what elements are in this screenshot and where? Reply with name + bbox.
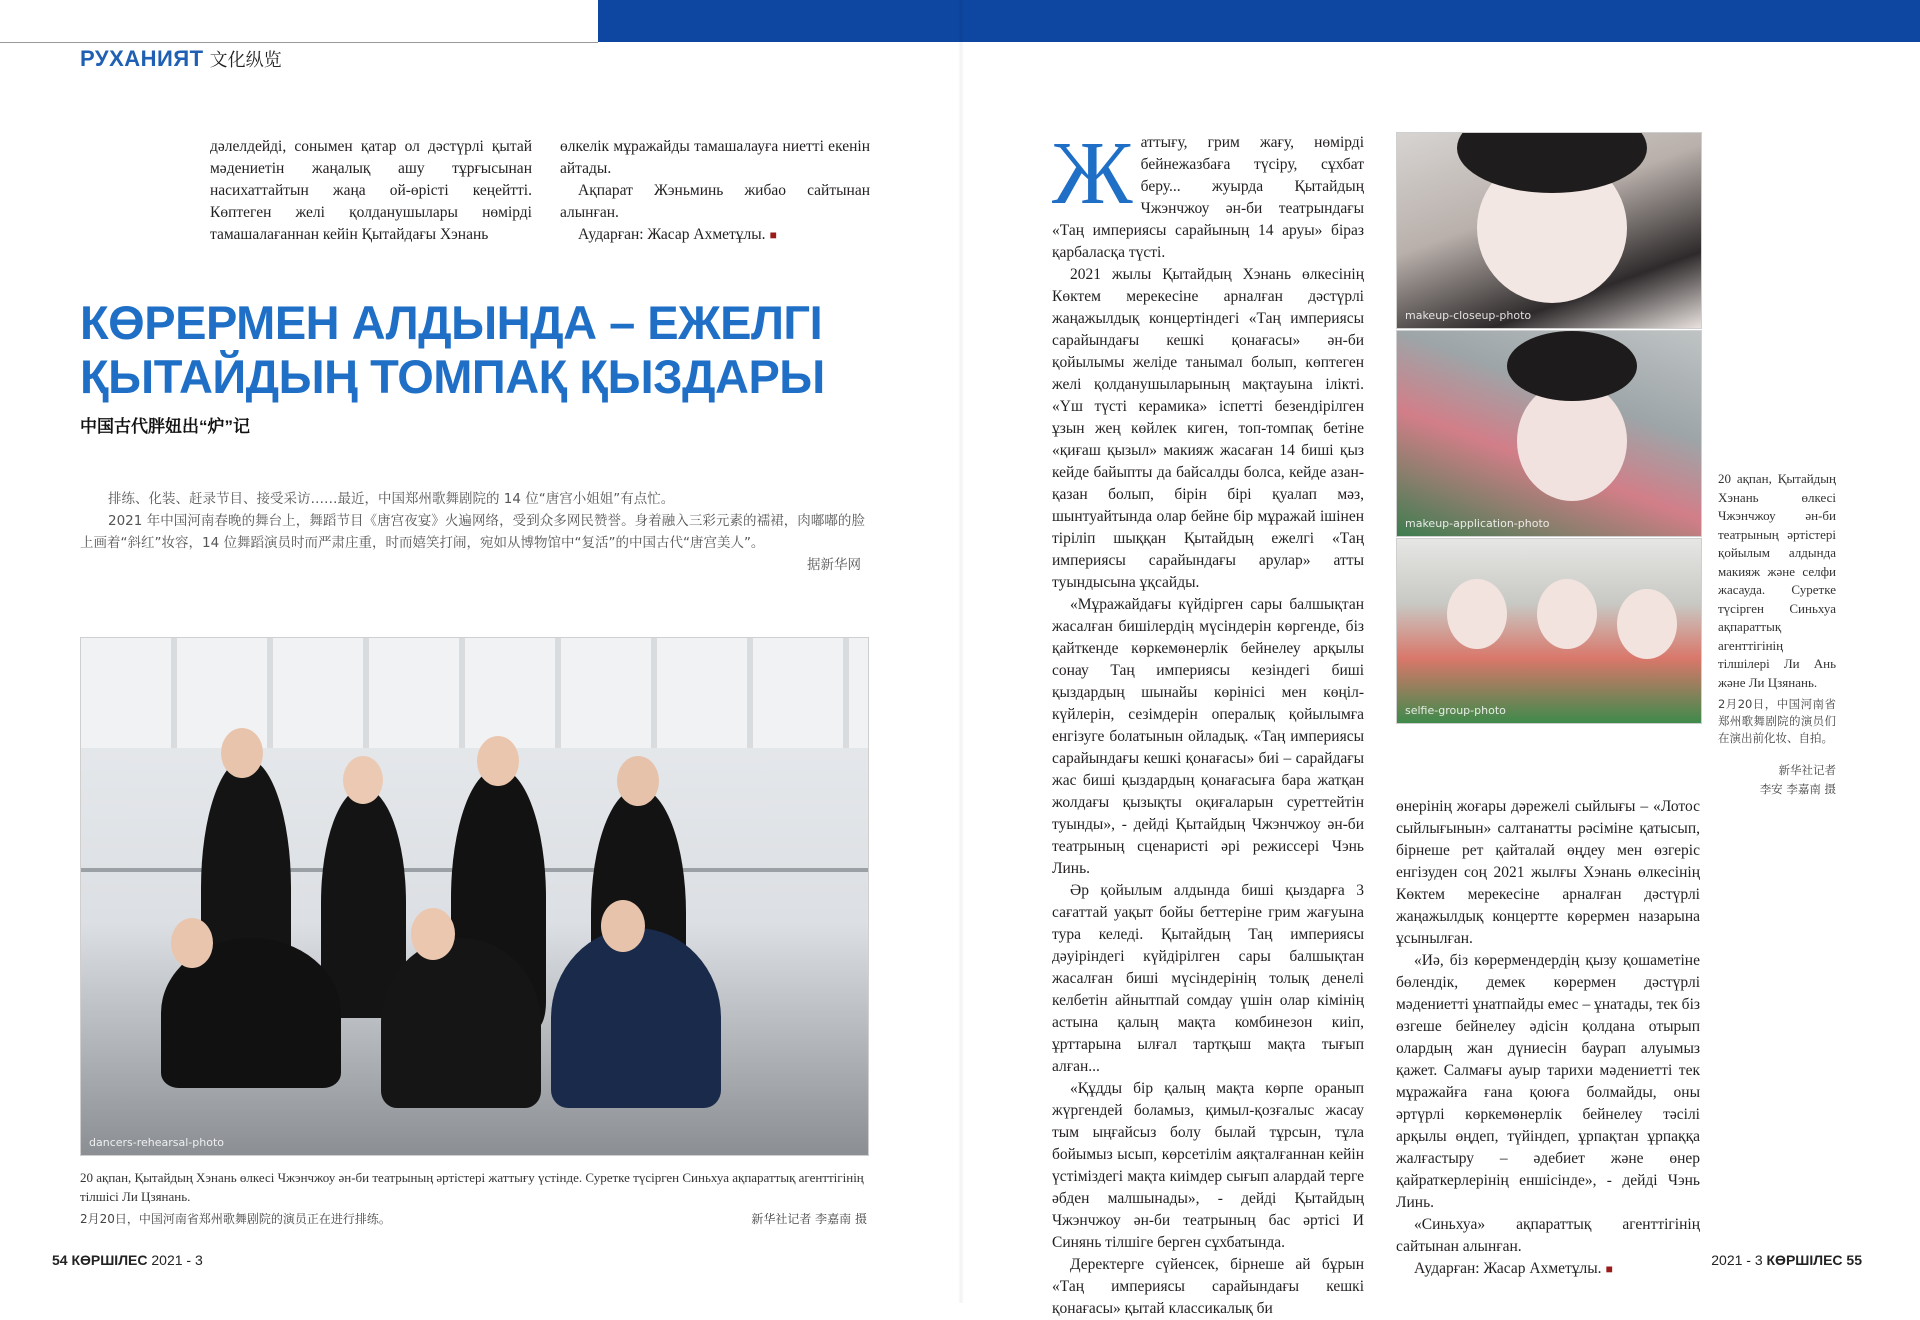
- dancer-head: [477, 736, 519, 786]
- selfie-group-photo: [1396, 538, 1702, 724]
- photo-label: dancers-rehearsal-photo: [89, 1136, 225, 1149]
- end-mark-icon: ■: [1605, 1262, 1613, 1276]
- main-caption-cn-row: [80, 1210, 867, 1229]
- section-label-kz: РУХАНИЯТ: [80, 46, 204, 71]
- left-top-source: Ақпарат Жэньминь жибао сайтынан алынған.: [560, 182, 870, 221]
- main-caption-credit: 新华社记者 李嘉南 摄: [751, 1212, 867, 1226]
- dancers-rehearsal-photo: [80, 637, 869, 1156]
- right-issue: 2021 - 3: [1711, 1252, 1763, 1268]
- dancer-head: [601, 900, 645, 952]
- left-issue: 2021 - 3: [151, 1252, 203, 1268]
- article-opening-paragraph: [1052, 124, 1364, 264]
- dancer-head: [617, 756, 659, 806]
- dancer-head: [411, 908, 455, 960]
- dancer-head: [171, 918, 213, 968]
- window-wall: [81, 638, 868, 748]
- left-folio: [52, 1252, 203, 1268]
- left-top-column-2: [560, 136, 870, 246]
- makeup-application-photo: [1396, 330, 1702, 537]
- headline-subtitle-cn: 中国古代胖妞出“炉”记: [80, 417, 250, 436]
- article-paragraph: «Иә, біз көрермендердің қызу қошаметіне бөлендік, демек көрермен дәстүрлі мәдениетті ұнатпайды емес – ұнатады, тек біз өзгеше бейнелеу әдісін қолдана отырып олардың жан дүниесін баурап алуымыз қажет. Салмағы ауыр тарихи мәдениетті тек мұражайға ғана қоюға болмайды, оны әртүрлі көркемөнерлік бейнелеу тәсілі арқылы өңдеп, түйіндеп, ұрпақтан ұрпаққа жалғастыру – әдебиет және өнер қайраткерлерінің еншісінде», - дейді Чэнь Линь.: [1396, 952, 1700, 1211]
- translator-text: Аударған: Жасар Ахметұлы.: [578, 226, 766, 243]
- face-shape: [1537, 579, 1597, 649]
- right-magazine-name: КӨРШІЛЕС: [1766, 1252, 1843, 1268]
- chinese-lead-source: 据新华网: [807, 557, 861, 573]
- photo-label: makeup-application-photo: [1405, 517, 1550, 530]
- main-photo-caption: [80, 1168, 867, 1229]
- article-paragraph: өнерінің жоғары дәрежелі сыйлығы – «Лотос сыйлығынын» салтанатты рәсіміне қатысып, бірнеше рет қайталай өңдеу мен өзгеріс енгізуден соң 2021 жылғы Хэнань өлкесінің Көктем мерекесіне арналған дәстүрлі жаңажылдық концертте көрермен назарына ұсынылған.: [1396, 798, 1700, 947]
- top-rule: [0, 42, 598, 43]
- main-caption-cn: 2月20日，中国河南省郑州歌舞剧院的演员正在进行排练。: [80, 1212, 391, 1226]
- headline-line-1: КӨРЕРМЕН АЛДЫНДА – ЕЖЕЛГІ: [80, 296, 823, 349]
- drop-cap: Ж: [1052, 124, 1133, 223]
- side-caption-credit-2: 李安 李嘉南 摄: [1759, 782, 1836, 796]
- page-gutter: [958, 0, 964, 1303]
- left-page-number: 54: [52, 1252, 68, 1268]
- left-top-paragraph: өлкелік мұражайды тамашалауға ниетті екенін айтады.: [560, 138, 870, 177]
- right-column-1: [1052, 124, 1364, 1320]
- dancer-head: [221, 728, 263, 778]
- opening-text: аттығу, грим жағу, нөмірді бейнежазбаға түсіру, сұхбат беру... жуырда Қытайдың Чжэнчжоу ән-би театрындағы «Таң империясы сарайының 14 аруы» біраз қарбаласқа түсті.: [1052, 134, 1364, 261]
- article-translator: [1396, 1258, 1700, 1280]
- photo-label: selfie-group-photo: [1405, 704, 1506, 717]
- hair-shape: [1507, 331, 1637, 401]
- chinese-lead-paragraph: 2021 年中国河南春晚的舞台上，舞蹈节目《唐宫夜宴》火遍网络，受到众多网民赞誉。身着融入三彩元素的襦裙，肉嘟嘟的脸上画着“斜红”妆容，14 位舞蹈演员时而严肃庄重，时而嬉笑打闹，宛如从博物馆中“复活”的中国古代“唐宫美人”。: [80, 513, 865, 551]
- end-mark-icon: ■: [769, 228, 777, 242]
- side-caption-kz: 20 ақпан, Қытайдың Хэнань өлкесі Чжэнчжоу ән-би театрының әртістері қойылым алдында макияж және селфи жасауда. Суретке түсірген Синьхуа ақпараттық агенттігінің тілшілері Ли Ань және Ли Цзянань.: [1718, 471, 1836, 690]
- left-magazine-name: КӨРШІЛЕС: [71, 1252, 148, 1268]
- face-shape: [1617, 589, 1677, 659]
- left-top-paragraph: дәлелдейді, сонымен қатар ол дәстүрлі қытай мәдениетін жаңалық ашу тұрғысынан насихаттайтын жаңа ой-өрісті кеңейтті. Көптеген желі қолданушылары нөмірді тамашалағаннан кейін Қытайдағы Хэнань: [210, 138, 532, 243]
- article-paragraph: 2021 жылы Қытайдың Хэнань өлкесінің Көктем мерекесіне арналған дәстүрлі жаңажылдық концертіндегі «Таң империясы сарайындағы кешкі қонағасы» ән-би қойылымы желіде танымал болып, көптеген желі қолданушыларының мақтауына ілікті. «Үш түсті керамика» іспетті безендірілген ұзын жең көйлек киген, топ-томпақ бетіне «қиғаш қызыл» макияж жасаған 14 биші қыз кейде байыпты да байсалды болса, кейде азан-қазан болып, бірін бірі қуалап мәз, шынтуайтында олар бейне бір мұражай ішінен тіріліп шыққан Қытайдың ежелгі «Таң империясы сарайындағы арулар» атты туындысына ұқсайды.: [1052, 266, 1364, 591]
- chinese-lead: [80, 488, 865, 576]
- side-caption-credit-1: 新华社记者: [1778, 763, 1836, 777]
- side-caption-cn: 2月20日，中国河南省郑州歌舞剧院的演员们在演出前化妆、自拍。: [1718, 697, 1836, 745]
- translator-text: Аударған: Жасар Ахметұлы.: [1414, 1260, 1602, 1277]
- article-paragraph: Деректерге сүйенсек, бірнеше ай бұрын «Таң империясы сарайындағы кешкі қонағасы» қытай классикалық би: [1052, 1256, 1364, 1317]
- face-shape: [1447, 579, 1507, 649]
- side-caption-credit: [1718, 761, 1836, 799]
- section-label: [80, 46, 282, 72]
- side-photo-caption: [1718, 470, 1836, 799]
- article-paragraph: «Мұражайдағы күйдірген сары балшықтан жасалған бишілердің мүсіндерін көргенде, біз қайткенде көркемөнерлік бейнелеу арқылы сонау Таң империясы кезіндегі биші қыздардың шынайы көрінісі мен көңіл-күйлерін, сезімдерін опералық қойылымға енгізуге болатынын ойладық. «Таң империясы сарайындағы кешкі қонағасы» биі – сарайдағы жас биші қыздардың қонағасыға бара жатқан жолдағы қызықты оқиғаларын суреттейтін туынды», - дейді Қытайдың Чжэнчжоу ән-би театрының сценаристі әрі режиссері Чэнь Линь.: [1052, 596, 1364, 877]
- makeup-closeup-photo: [1396, 132, 1702, 329]
- section-label-cn: 文化纵览: [209, 50, 282, 70]
- photo-label: makeup-closeup-photo: [1405, 309, 1532, 322]
- article-headline: [80, 296, 840, 404]
- chinese-lead-paragraph: 排练、化装、赶录节目、接受采访……最近，中国郑州歌舞剧院的 14 位“唐宫小姐姐”有点忙。: [108, 491, 675, 507]
- article-paragraph: Әр қойылым алдында биші қыздарға 3 сағаттай уақыт бойы беттеріне грим жағуына тура келеді. Қытайдың Таң империясы дәуіріндегі күйдірілген сары балшықтан жасалған биші мүсіндерінің толық денелі келбетін айнытпай сомдау үшін олар кімінің астына қалың мақта комбинезон киіп, ұрттарына ылғал тартқыш мақта тығып алған...: [1052, 882, 1364, 1075]
- right-page-number: 55: [1846, 1252, 1862, 1268]
- headline-line-2: ҚЫТАЙДЫҢ ТОМПАҚ ҚЫЗДАРЫ: [80, 350, 825, 403]
- dancer-figure: [381, 938, 541, 1108]
- right-folio: [1711, 1252, 1862, 1268]
- dancer-figure: [551, 928, 721, 1108]
- article-paragraph: «Құдды бір қалың мақта көрпе оранып жүргендей боламыз, қимыл-қозғалыс жасау тым ыңғайсыз болу былай тұрсын, тұла бойымыз ысып, көрсетілім аяқталғаннан кейін үстіміздегі мақта киімдер сығып алардай терге әбден малшынады», - дейді Қытайдың Чжэнчжоу ән-би театрының бас әртісі И Синянь тілшіге берген сұхбатында.: [1052, 1080, 1364, 1251]
- left-top-column-1: [210, 136, 532, 246]
- dancer-head: [343, 756, 383, 804]
- top-color-bar: [598, 0, 1920, 42]
- right-column-2: [1396, 796, 1700, 1280]
- article-source: «Синьхуа» ақпараттық агенттігінің сайтынан алынған.: [1396, 1216, 1700, 1255]
- hair-shape: [1457, 132, 1647, 193]
- left-top-translator: [560, 224, 870, 246]
- main-caption-kz: 20 ақпан, Қытайдың Хэнань өлкесі Чжэнчжоу ән-би театрының әртістері жаттығу үстінде. Суретке түсірген Синьхуа ақпараттық агенттігінің тілшісі Ли Цзянань.: [80, 1170, 864, 1204]
